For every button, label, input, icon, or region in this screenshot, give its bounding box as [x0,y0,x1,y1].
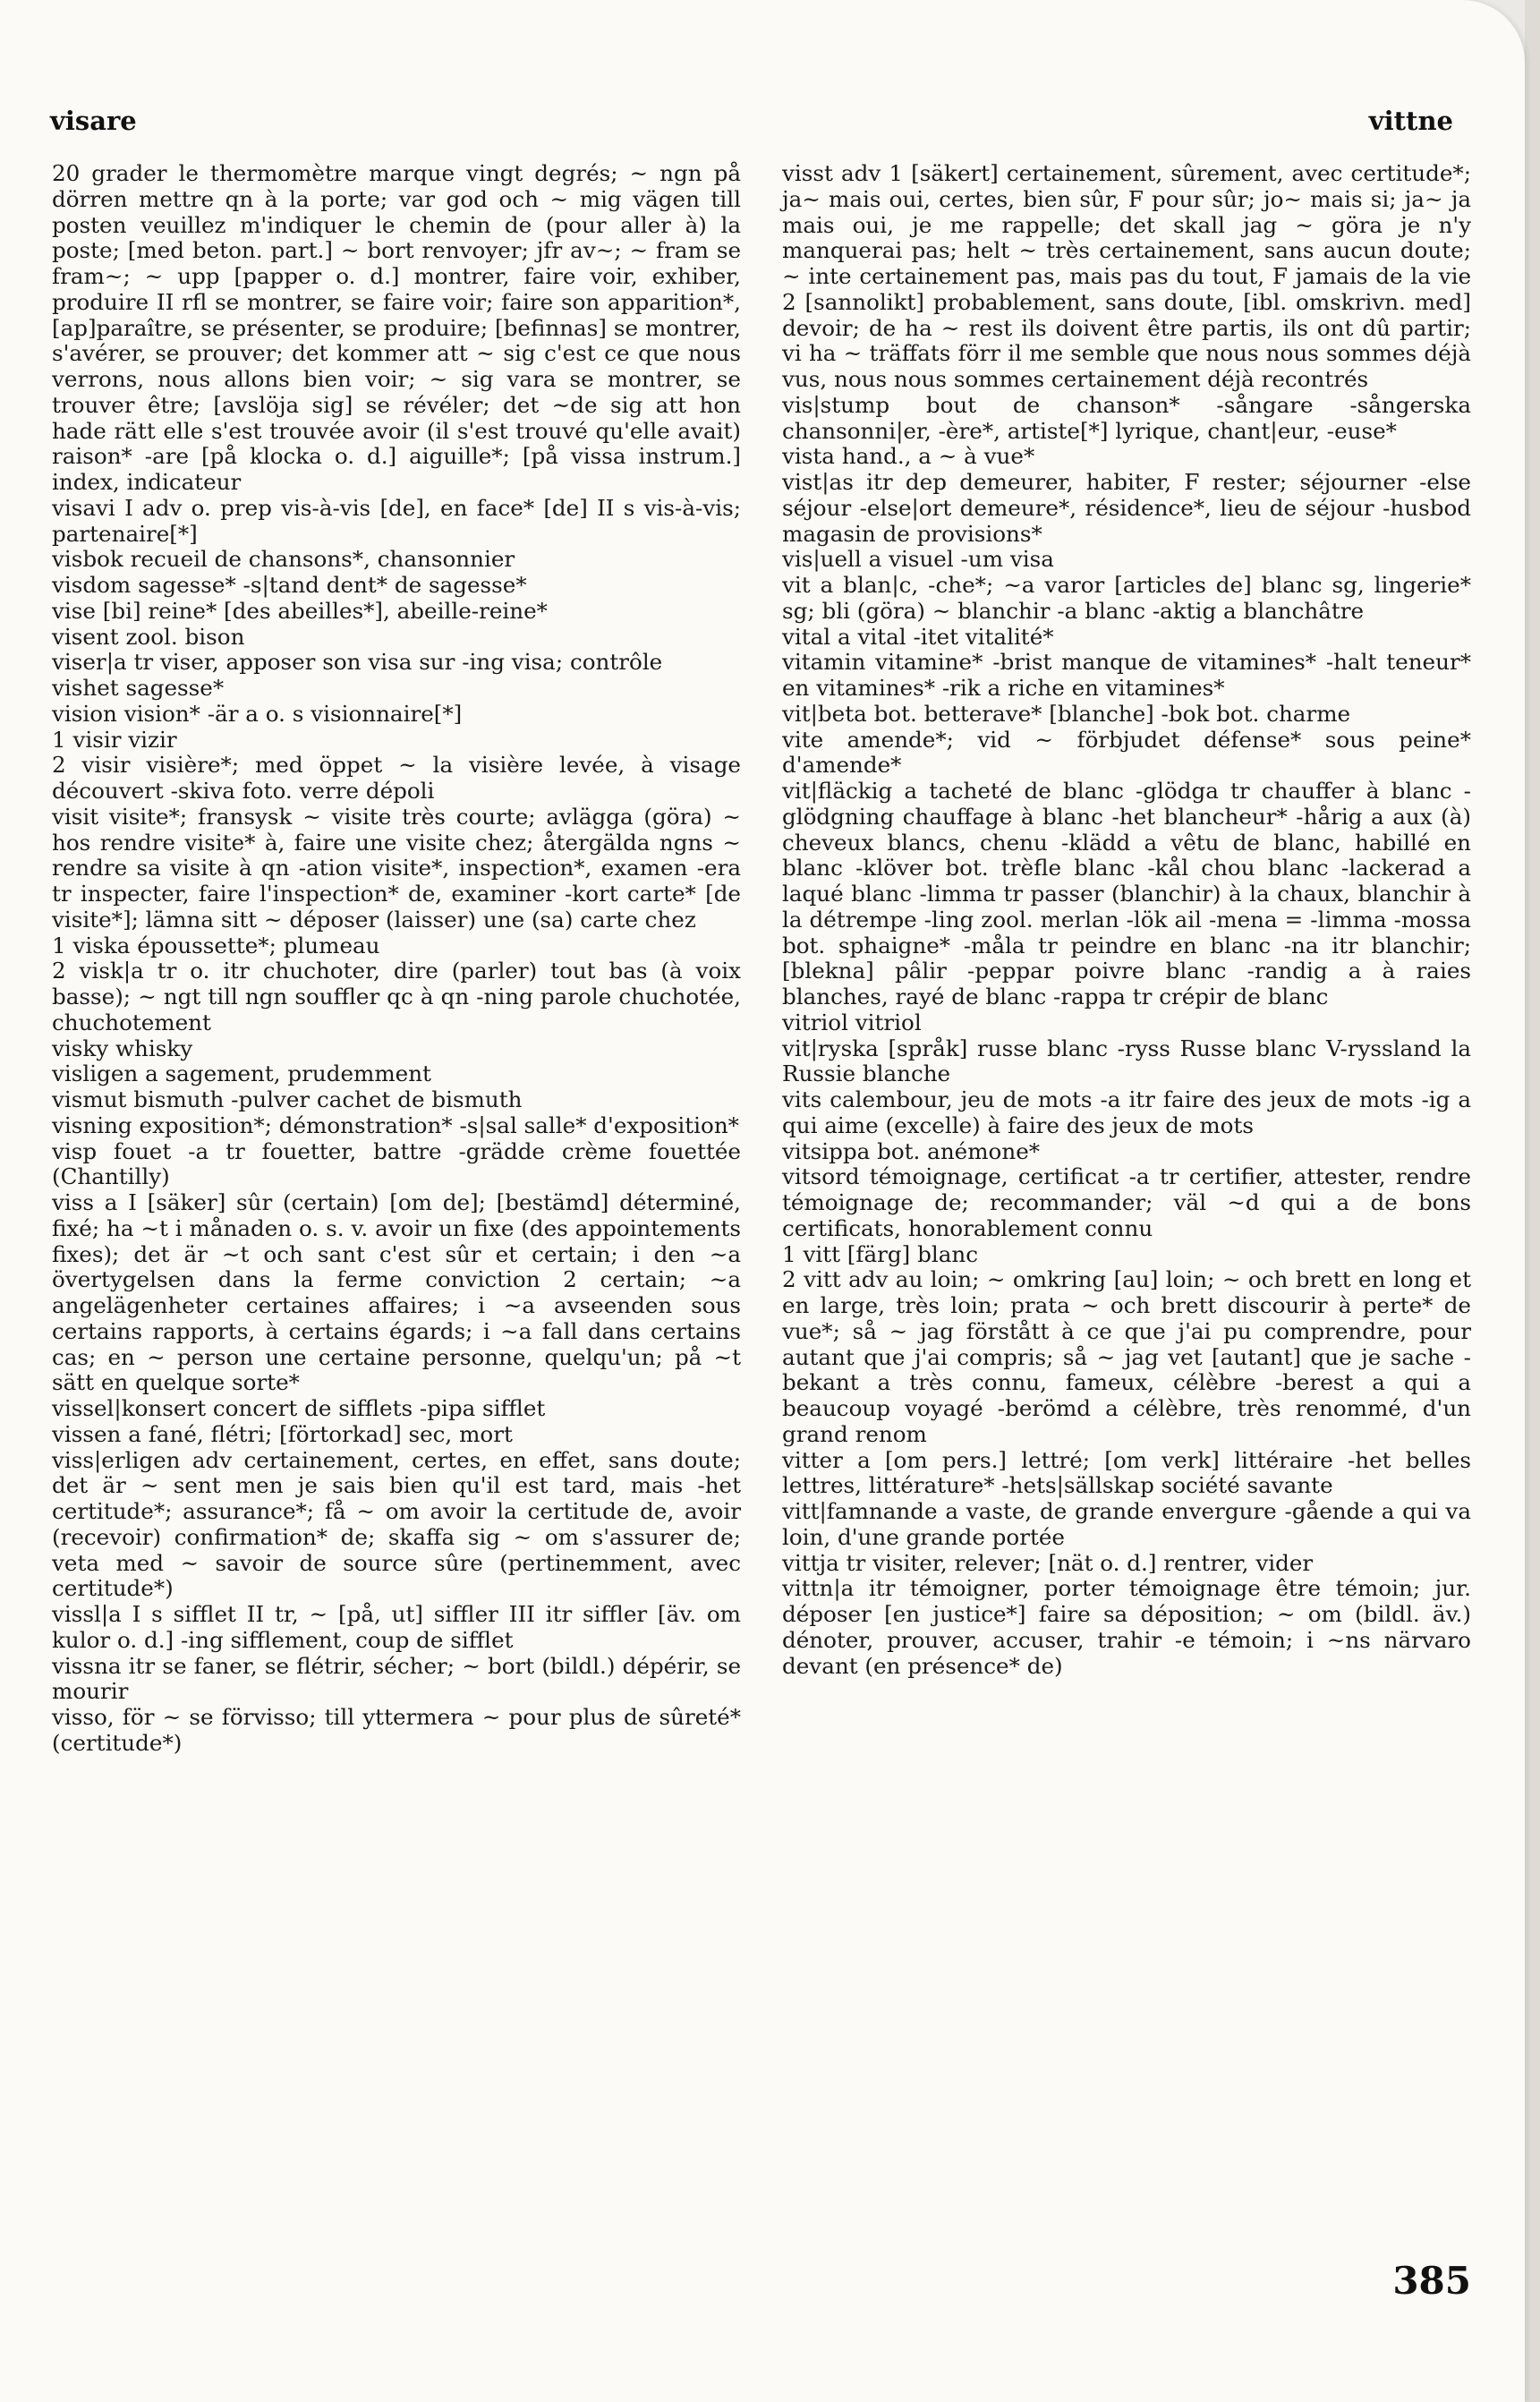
entry: vista hand., a ~ à vue* [782,443,1035,470]
entry: vis|stump bout de chanson* -sångare -sångerska chansonni|er, -ère*, artiste[*] lyrique, chant|eur, -euse* [782,391,1471,444]
entry: vishet sagesse* [52,675,225,701]
entry: viss a I [säker] sûr (certain) [om de]; [bestämd] déterminé, fixé; ha ~t i månaden o. s. v. avoir un fixe (des appointements fixes); det är ~t och sant c'est sûr et certain; i den ~a övertygelsen dans la ferme conviction 2 certain; ~a angelägenheter certaines affaires; i ~a avseenden sous certains rapports, à certains égards; i ~a fall dans certains cas; en ~ person une certaine personne, quelqu'un; på ~t sätt en quelque sorte* [52,1189,741,1396]
entry: visso, för ~ se förvisso; till yttermera ~ pour plus de sûreté* (certitude*) [52,1704,741,1756]
entry: 2 vitt adv au loin; ~ omkring [au] loin; ~ och brett en long et en large, très loin; prata ~ och brett discourir à perte* de vue*; så ~ jag förstått à ce que j'ai pu comprendre, pour autant que j'ai compris; så ~ jag vet [autant] que je sache -bekant a très connu, fameux, célèbre -berest a qui a beaucoup voyagé -berömd a célèbre, très renommé, d'un grand renom [782,1266,1471,1447]
entry: vits calembour, jeu de mots -a itr faire des jeux de mots -ig a qui aime (excelle) à faire des jeux de mots [782,1086,1471,1138]
entry: vise [bi] reine* [des abeilles*], abeille-reine* [52,597,548,624]
entry: vittn|a itr témoigner, porter témoignage être témoin; jur. déposer [en justice*] faire sa déposition; ~ om (bildl. äv.) dénoter, prouver, accuser, trahir -e témoin; i ~ns närvaro devant (en présence* de) [782,1575,1471,1679]
entry: vit|fläckig a tacheté de blanc -glödga tr chauffer à blanc -glödgning chauffage à blanc -het blancheur* -hårig a aux (à) cheveux blancs, chenu -klädd a vêtu de blanc, habillé en blanc -klöver bot. trèfle blanc -kål chou blanc -lackerad a laqué blanc -limma tr passer (blanchir) à la chaux, blanchir à la détrempe -ling zool. merlan -lök ail -mena = -limma -mossa bot. sphaigne* -måla tr peindre en blanc -na itr blanchir; [blekna] pâlir -peppar poivre blanc -randig a à raies blanches, rayé de blanc -rappa tr crépir de blanc [782,778,1471,1009]
entry: vitsord témoignage, certificat -a tr certifier, attester, rendre témoignage de; recommander; väl ~d qui a de bons certificats, honorablement connu [782,1163,1471,1241]
entry: visit visite*; fransysk ~ visite très courte; avlägga (göra) ~ hos rendre visite* à, faire une visite chez; återgälda ngns ~ rendre sa visite à qn -ation visite*, inspection*, examen -era tr inspecter, faire l'inspection* de, examiner -kort carte* [de visite*]; lämna sitt ~ déposer (laisser) une (sa) carte chez [52,803,741,933]
entry: vit a blan|c, -che*; ~a varor [articles de] blanc sg, lingerie* sg; bli (göra) ~ blanchir -a blanc -aktig a blanchâtre [782,572,1471,624]
entry: visdom sagesse* -s|tand dent* de sagesse* [52,572,527,598]
entry: vitamin vitamine* -brist manque de vitamines* -halt teneur* en vitamines* -rik a riche en vitamines* [782,649,1471,701]
entry: vis|uell a visuel -um visa [782,546,1054,573]
entry: vissna itr se faner, se flétrir, sécher; ~ bort (bildl.) dépérir, se mourir [52,1652,741,1705]
page-edge [1525,0,1540,2402]
right-column [782,161,1471,1679]
entry: vismut bismuth -pulver cachet de bismuth [52,1086,523,1112]
entry: vitriol vitriol [782,1009,922,1035]
entry: visky whisky [52,1035,193,1061]
entry: vist|as itr dep demeurer, habiter, F rester; séjourner -else séjour -else|ort demeure*, résidence*, lieu de séjour -husbod magasin de provisions* [782,469,1471,547]
entry: vit|ryska [språk] russe blanc -ryss Russe blanc V-ryssland la Russie blanche [782,1035,1471,1087]
entry: 2 visir visière*; med öppet ~ la visière levée, à visage découvert -skiva foto. verre dépoli [52,752,741,804]
entry: visent zool. bison [52,623,245,650]
entry: vittja tr visiter, relever; [nät o. d.] rentrer, vider [782,1549,1314,1576]
guide-word-right: vittne [1368,106,1453,136]
entry: 20 grader le thermomètre marque vingt degrés; ~ ngn på dörren mettre qn à la porte; var god och ~ mig vägen till posten veuillez m'indiquer le chemin de (pour aller à) la poste; [med beton. part.] ~ bort renvoyer; jfr av~; ~ fram se fram~; ~ upp [papper o. d.] montrer, faire voir, exhiber, produire II rfl se montrer, se faire voir; faire son apparition*, [ap]paraître, se présenter, se produire; [befinnas] se montrer, s'avérer, se prouver; det kommer att ~ sig c'est ce que nous verrons, nous allons bien voir; ~ sig vara se montrer, se trouver être; [avslöja sig] se révéler; det ~de sig att hon hade rätt elle s'est trouvée avoir (il s'est trouvé qu'elle avait) raison* -are [på klocka o. d.] aiguille*; [på vissa instrum.] index, indicateur [52,160,741,495]
entry: visst adv 1 [säkert] certainement, sûrement, avec certitude*; ja~ mais oui, certes, bien sûr, F pour sûr; jo~ mais si; ja~ ja mais oui, je me rappelle; det skall jag ~ göra je n'y manquerai pas; helt ~ très certainement, sans aucun doute; ~ inte certainement pas, mais pas du tout, F jamais de la vie 2 [sannolikt] probablement, sans doute, [ibl. omskrivn. med] devoir; de ha ~ rest ils doivent être partis, ils ont dû partir; vi ha ~ träffats förr il me semble que nous nous sommes déjà vus, nous nous sommes certainement déjà recontrés [782,160,1471,392]
entry: 2 visk|a tr o. itr chuchoter, dire (parler) tout bas (à voix basse); ~ ngt till ngn souffler qc à qn -ning parole chuchotée, chuchotement [52,958,741,1035]
entry: viser|a tr viser, apposer son visa sur -ing visa; contrôle [52,649,663,676]
left-column [52,161,741,1757]
entry: vissen a fané, flétri; [förtorkad] sec, mort [52,1420,513,1447]
entry: vision vision* -är a o. s visionnaire[*] [52,700,463,727]
entry: vital a vital -itet vitalité* [782,623,1054,650]
entry: 1 vitt [färg] blanc [782,1240,978,1267]
entry: visp fouet -a tr fouetter, battre -grädde crème fouettée (Chantilly) [52,1137,741,1190]
entry: vissl|a I s sifflet II tr, ~ [på, ut] siffler III itr siffler [äv. om kulor o. d.] -ing sifflement, coup de sifflet [52,1601,741,1653]
page-number: 385 [1392,2259,1471,2303]
entry: 1 viska époussette*; plumeau [52,932,380,958]
entry: visning exposition*; démonstration* -s|sal salle* d'exposition* [52,1112,739,1138]
entry: visligen a sagement, prudemment [52,1060,431,1087]
entry: vitsippa bot. anémone* [782,1137,1041,1164]
entry: visbok recueil de chansons*, chansonnier [52,546,515,573]
entry: vit|beta bot. betterave* [blanche] -bok bot. charme [782,700,1351,727]
entry: visavi I adv o. prep vis-à-vis [de], en face* [de] II s vis-à-vis; partenaire[*] [52,494,741,547]
entry: vite amende*; vid ~ förbjudet défense* sous peine* d'amende* [782,726,1471,779]
entry: vissel|konsert concert de sifflets -pipa sifflet [52,1395,546,1421]
guide-word-left: visare [50,106,137,136]
entry: viss|erligen adv certainement, certes, en effet, sans doute; det är ~ sent men je sais bien qu'il est tard, mais -het certitude*; assurance*; få ~ om avoir la certitude de, avoir (recevoir) confirmation* de; skaffa sig ~ om s'assurer de; veta med ~ savoir de source sûre (pertinemment, avec certitude*) [52,1446,741,1602]
entry: vitt|famnande a vaste, de grande envergure -gående a qui va loin, d'une grande portée [782,1498,1471,1550]
entry: vitter a [om pers.] lettré; [om verk] littéraire -het belles lettres, littérature* -hets|sällskap société savante [782,1446,1471,1499]
entry: 1 visir vizir [52,726,177,753]
